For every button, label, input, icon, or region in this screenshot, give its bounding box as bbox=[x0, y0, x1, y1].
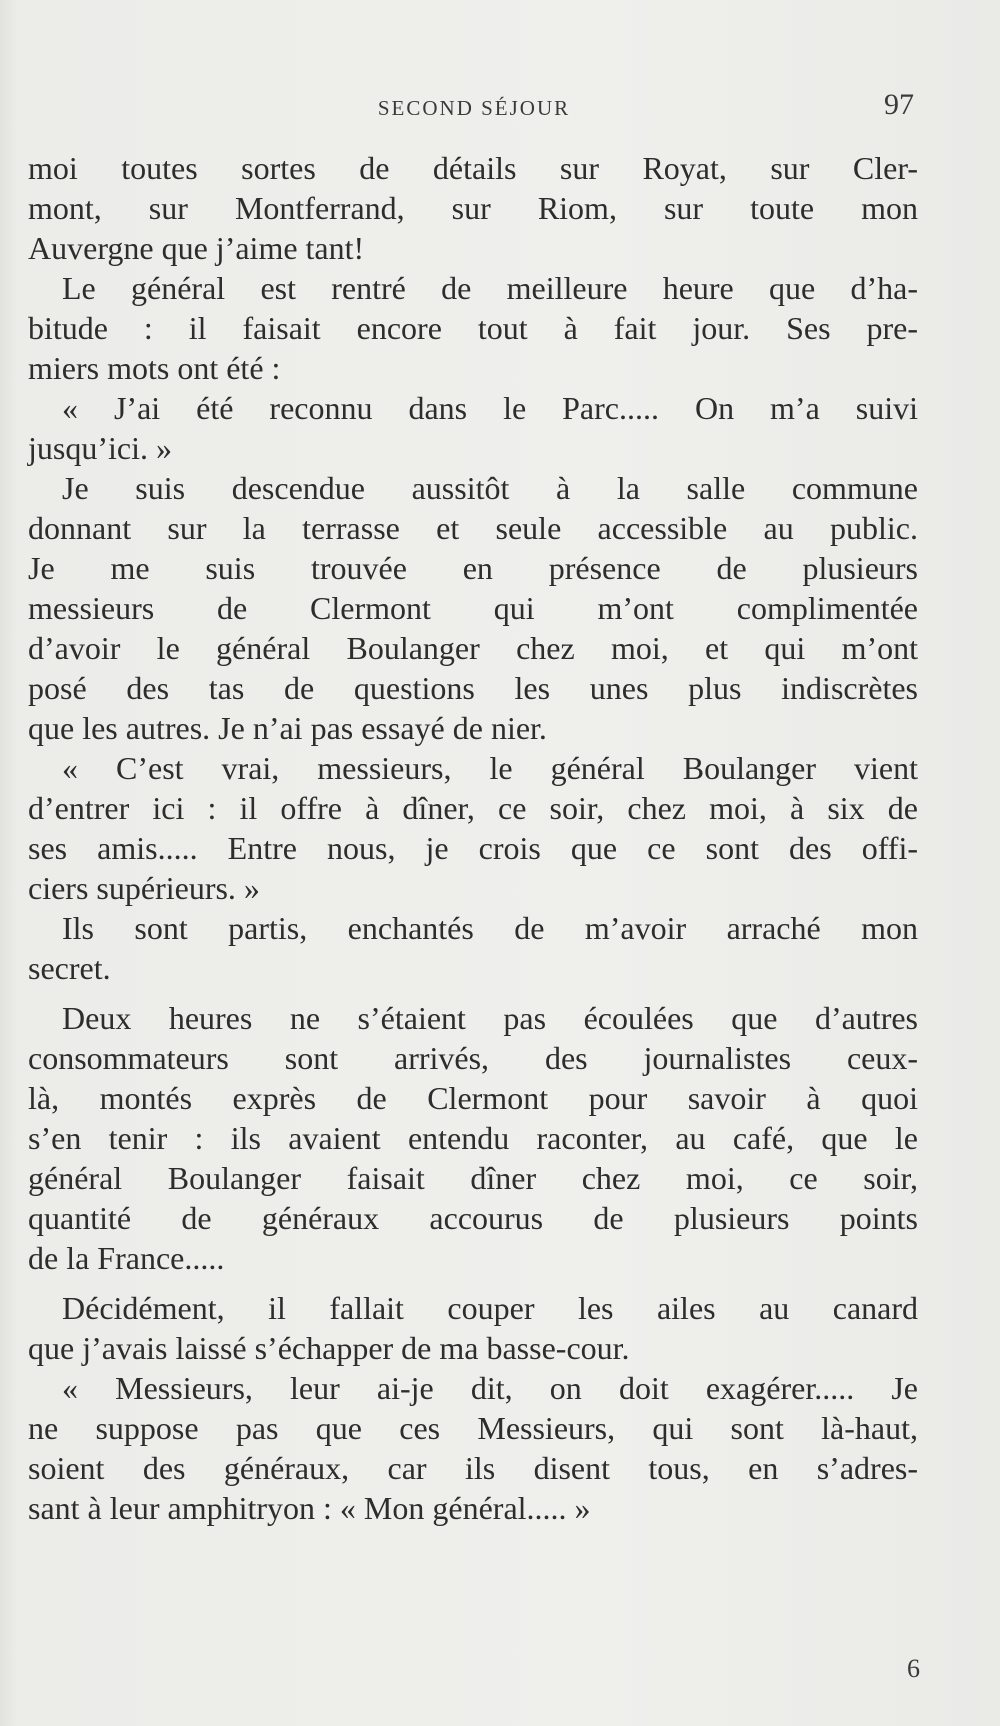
running-head: SECOND SÉJOUR bbox=[377, 96, 571, 120]
text-line: Auvergne que j’aime tant! bbox=[28, 230, 365, 266]
text-line: que les autres. Je n’ai pas essayé de nier. bbox=[28, 710, 547, 746]
text-line: « J’ai été reconnu dans le Parc..... On m’a suivi bbox=[62, 390, 918, 426]
text-line: bitude : il faisait encore tout à fait jour. Ses pre- bbox=[28, 310, 918, 346]
text-line: « C’est vrai, messieurs, le général Boulanger vient bbox=[62, 750, 918, 786]
text-line: donnant sur la terrasse et seule accessible au public. bbox=[28, 510, 918, 546]
body-text bbox=[28, 148, 918, 1528]
text-line: mont, sur Montferrand, sur Riom, sur toute mon bbox=[28, 190, 918, 226]
text-line: quantité de généraux accourus de plusieurs points bbox=[28, 1200, 918, 1236]
page-number: 97 bbox=[884, 88, 914, 121]
text-line: soient des généraux, car ils disent tous, en s’adres- bbox=[28, 1450, 918, 1486]
text-line: Je suis descendue aussitôt à la salle commune bbox=[62, 470, 918, 506]
text-line: là, montés exprès de Clermont pour savoir à quoi bbox=[28, 1080, 918, 1116]
text-line: ses amis..... Entre nous, je crois que ce sont des offi- bbox=[28, 830, 918, 866]
text-line: Je me suis trouvée en présence de plusieurs bbox=[28, 550, 918, 586]
text-line: que j’avais laissé s’échapper de ma basse-cour. bbox=[28, 1330, 630, 1366]
text-line: messieurs de Clermont qui m’ont complimentée bbox=[28, 590, 918, 626]
text-line: jusqu’ici. » bbox=[28, 430, 172, 466]
text-line: de la France..... bbox=[28, 1240, 225, 1276]
text-line: Décidément, il fallait couper les ailes au canard bbox=[62, 1290, 918, 1326]
text-line: ne suppose pas que ces Messieurs, qui sont là-haut, bbox=[28, 1410, 918, 1446]
text-line: général Boulanger faisait dîner chez moi, ce soir, bbox=[28, 1160, 918, 1196]
text-line: Deux heures ne s’étaient pas écoulées que d’autres bbox=[62, 1000, 918, 1036]
text-line: posé des tas de questions les unes plus indiscrètes bbox=[28, 670, 918, 706]
text-line: d’avoir le général Boulanger chez moi, et qui m’ont bbox=[28, 630, 918, 666]
text-line: miers mots ont été : bbox=[28, 350, 281, 386]
text-line: secret. bbox=[28, 950, 111, 986]
text-line: s’en tenir : ils avaient entendu raconter, au café, que le bbox=[28, 1120, 918, 1156]
text-line: consommateurs sont arrivés, des journalistes ceux- bbox=[28, 1040, 918, 1076]
text-line: Le général est rentré de meilleure heure que d’ha- bbox=[62, 270, 918, 306]
text-line: ciers supérieurs. » bbox=[28, 870, 260, 906]
text-line: d’entrer ici : il offre à dîner, ce soir, chez moi, à six de bbox=[28, 790, 918, 826]
page-header bbox=[34, 88, 914, 128]
text-line: sant à leur amphitryon : « Mon général..... » bbox=[28, 1490, 591, 1526]
text-line: Ils sont partis, enchantés de m’avoir arraché mon bbox=[62, 910, 918, 946]
text-line: moi toutes sortes de détails sur Royat, sur Cler- bbox=[28, 150, 918, 186]
printer-signature: 6 bbox=[907, 1654, 920, 1683]
text-line: « Messieurs, leur ai-je dit, on doit exagérer..... Je bbox=[62, 1370, 918, 1406]
